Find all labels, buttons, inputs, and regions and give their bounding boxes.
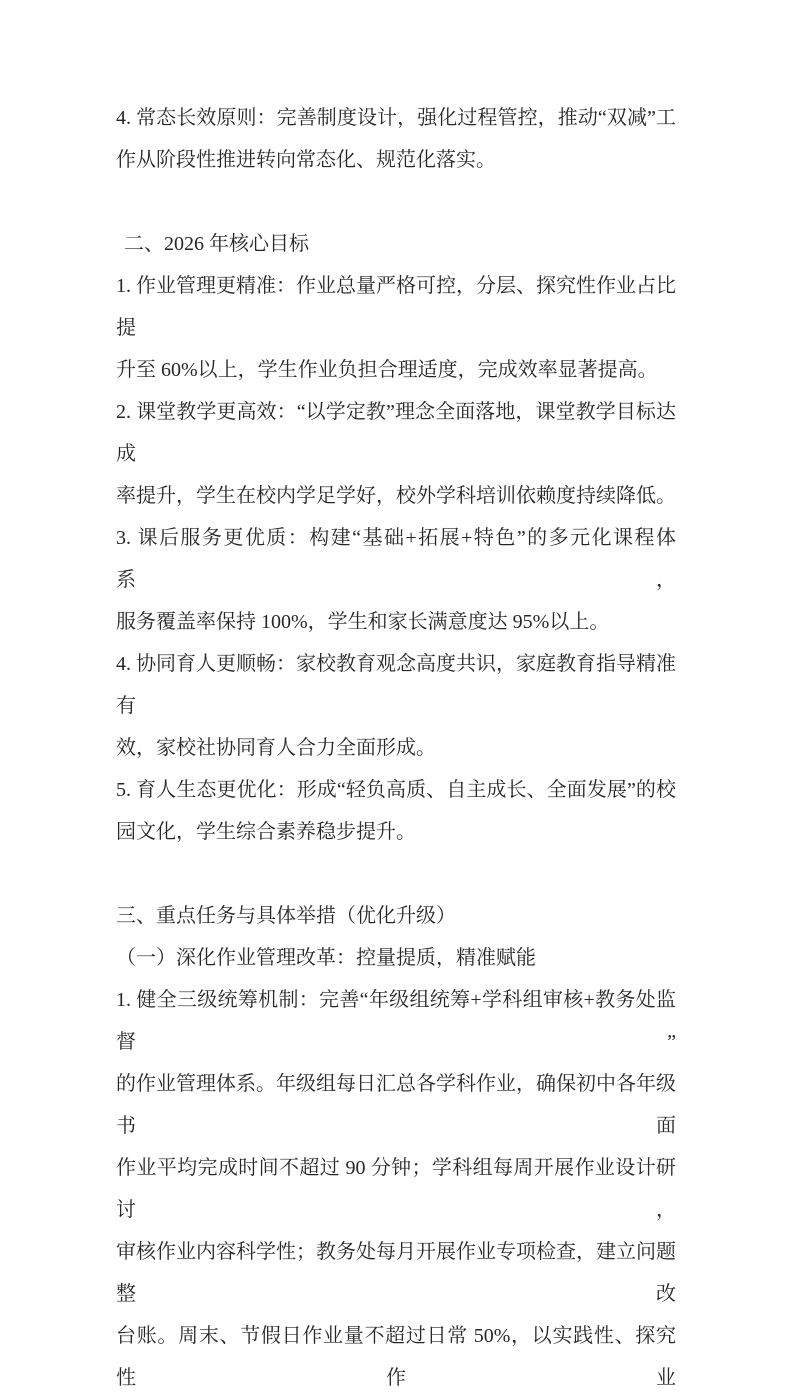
list-item-line: 作业平均完成时间不超过 90 分钟；学科组每周开展作业设计研讨， xyxy=(116,1157,676,1221)
paragraph-line: 作从阶段性推进转向常态化、规范化落实。 xyxy=(116,149,496,171)
list-item-line: 3. 课后服务更优质：构建“基础+拓展+特色”的多元化课程体系， xyxy=(116,527,676,591)
list-item-line: 1. 作业管理更精准：作业总量严格可控，分层、探究性作业占比提 xyxy=(116,275,676,339)
list-item-line: 4. 协同育人更顺畅：家校教育观念高度共识，家庭教育指导精准有 xyxy=(116,653,676,717)
list-item-line: 服务覆盖率保持 100%，学生和家长满意度达 95%以上。 xyxy=(116,611,610,633)
list-item-line: 2. 课堂教学更高效：“以学定教”理念全面落地，课堂教学目标达成 xyxy=(116,401,676,465)
section-2-heading: 二、2026 年核心目标 xyxy=(124,233,309,255)
list-item-line: 园文化，学生综合素养稳步提升。 xyxy=(116,821,416,843)
list-item-line: 的作业管理体系。年级组每日汇总各学科作业，确保初中各年级书面 xyxy=(116,1073,676,1137)
list-item-line: 1. 健全三级统筹机制：完善“年级组统筹+学科组审核+教务处监督” xyxy=(116,989,676,1053)
blank-line xyxy=(116,181,676,223)
section-3-heading: 三、重点任务与具体举措（优化升级） xyxy=(116,905,456,927)
list-item-line: 升至 60%以上，学生作业负担合理适度，完成效率显著提高。 xyxy=(116,359,658,381)
document-body xyxy=(116,97,676,1399)
list-item-line: 率提升，学生在校内学足学好，校外学科培训依赖度持续降低。 xyxy=(116,485,676,507)
list-item-line: 审核作业内容科学性；教务处每月开展作业专项检查，建立问题整改 xyxy=(116,1241,676,1305)
list-item-line: 效，家校社协同育人合力全面形成。 xyxy=(116,737,436,759)
list-item-line: 台账。周末、节假日作业量不超过日常 50%，以实践性、探究性作业 xyxy=(116,1325,676,1389)
list-item-line: 5. 育人生态更优化：形成“轻负高质、自主成长、全面发展”的校 xyxy=(116,779,676,801)
blank-line xyxy=(116,853,676,895)
section-3-subheading: （一）深化作业管理改革：控量提质，精准赋能 xyxy=(116,947,536,969)
paragraph-line: 4. 常态长效原则：完善制度设计，强化过程管控，推动“双减”工 xyxy=(116,107,676,129)
